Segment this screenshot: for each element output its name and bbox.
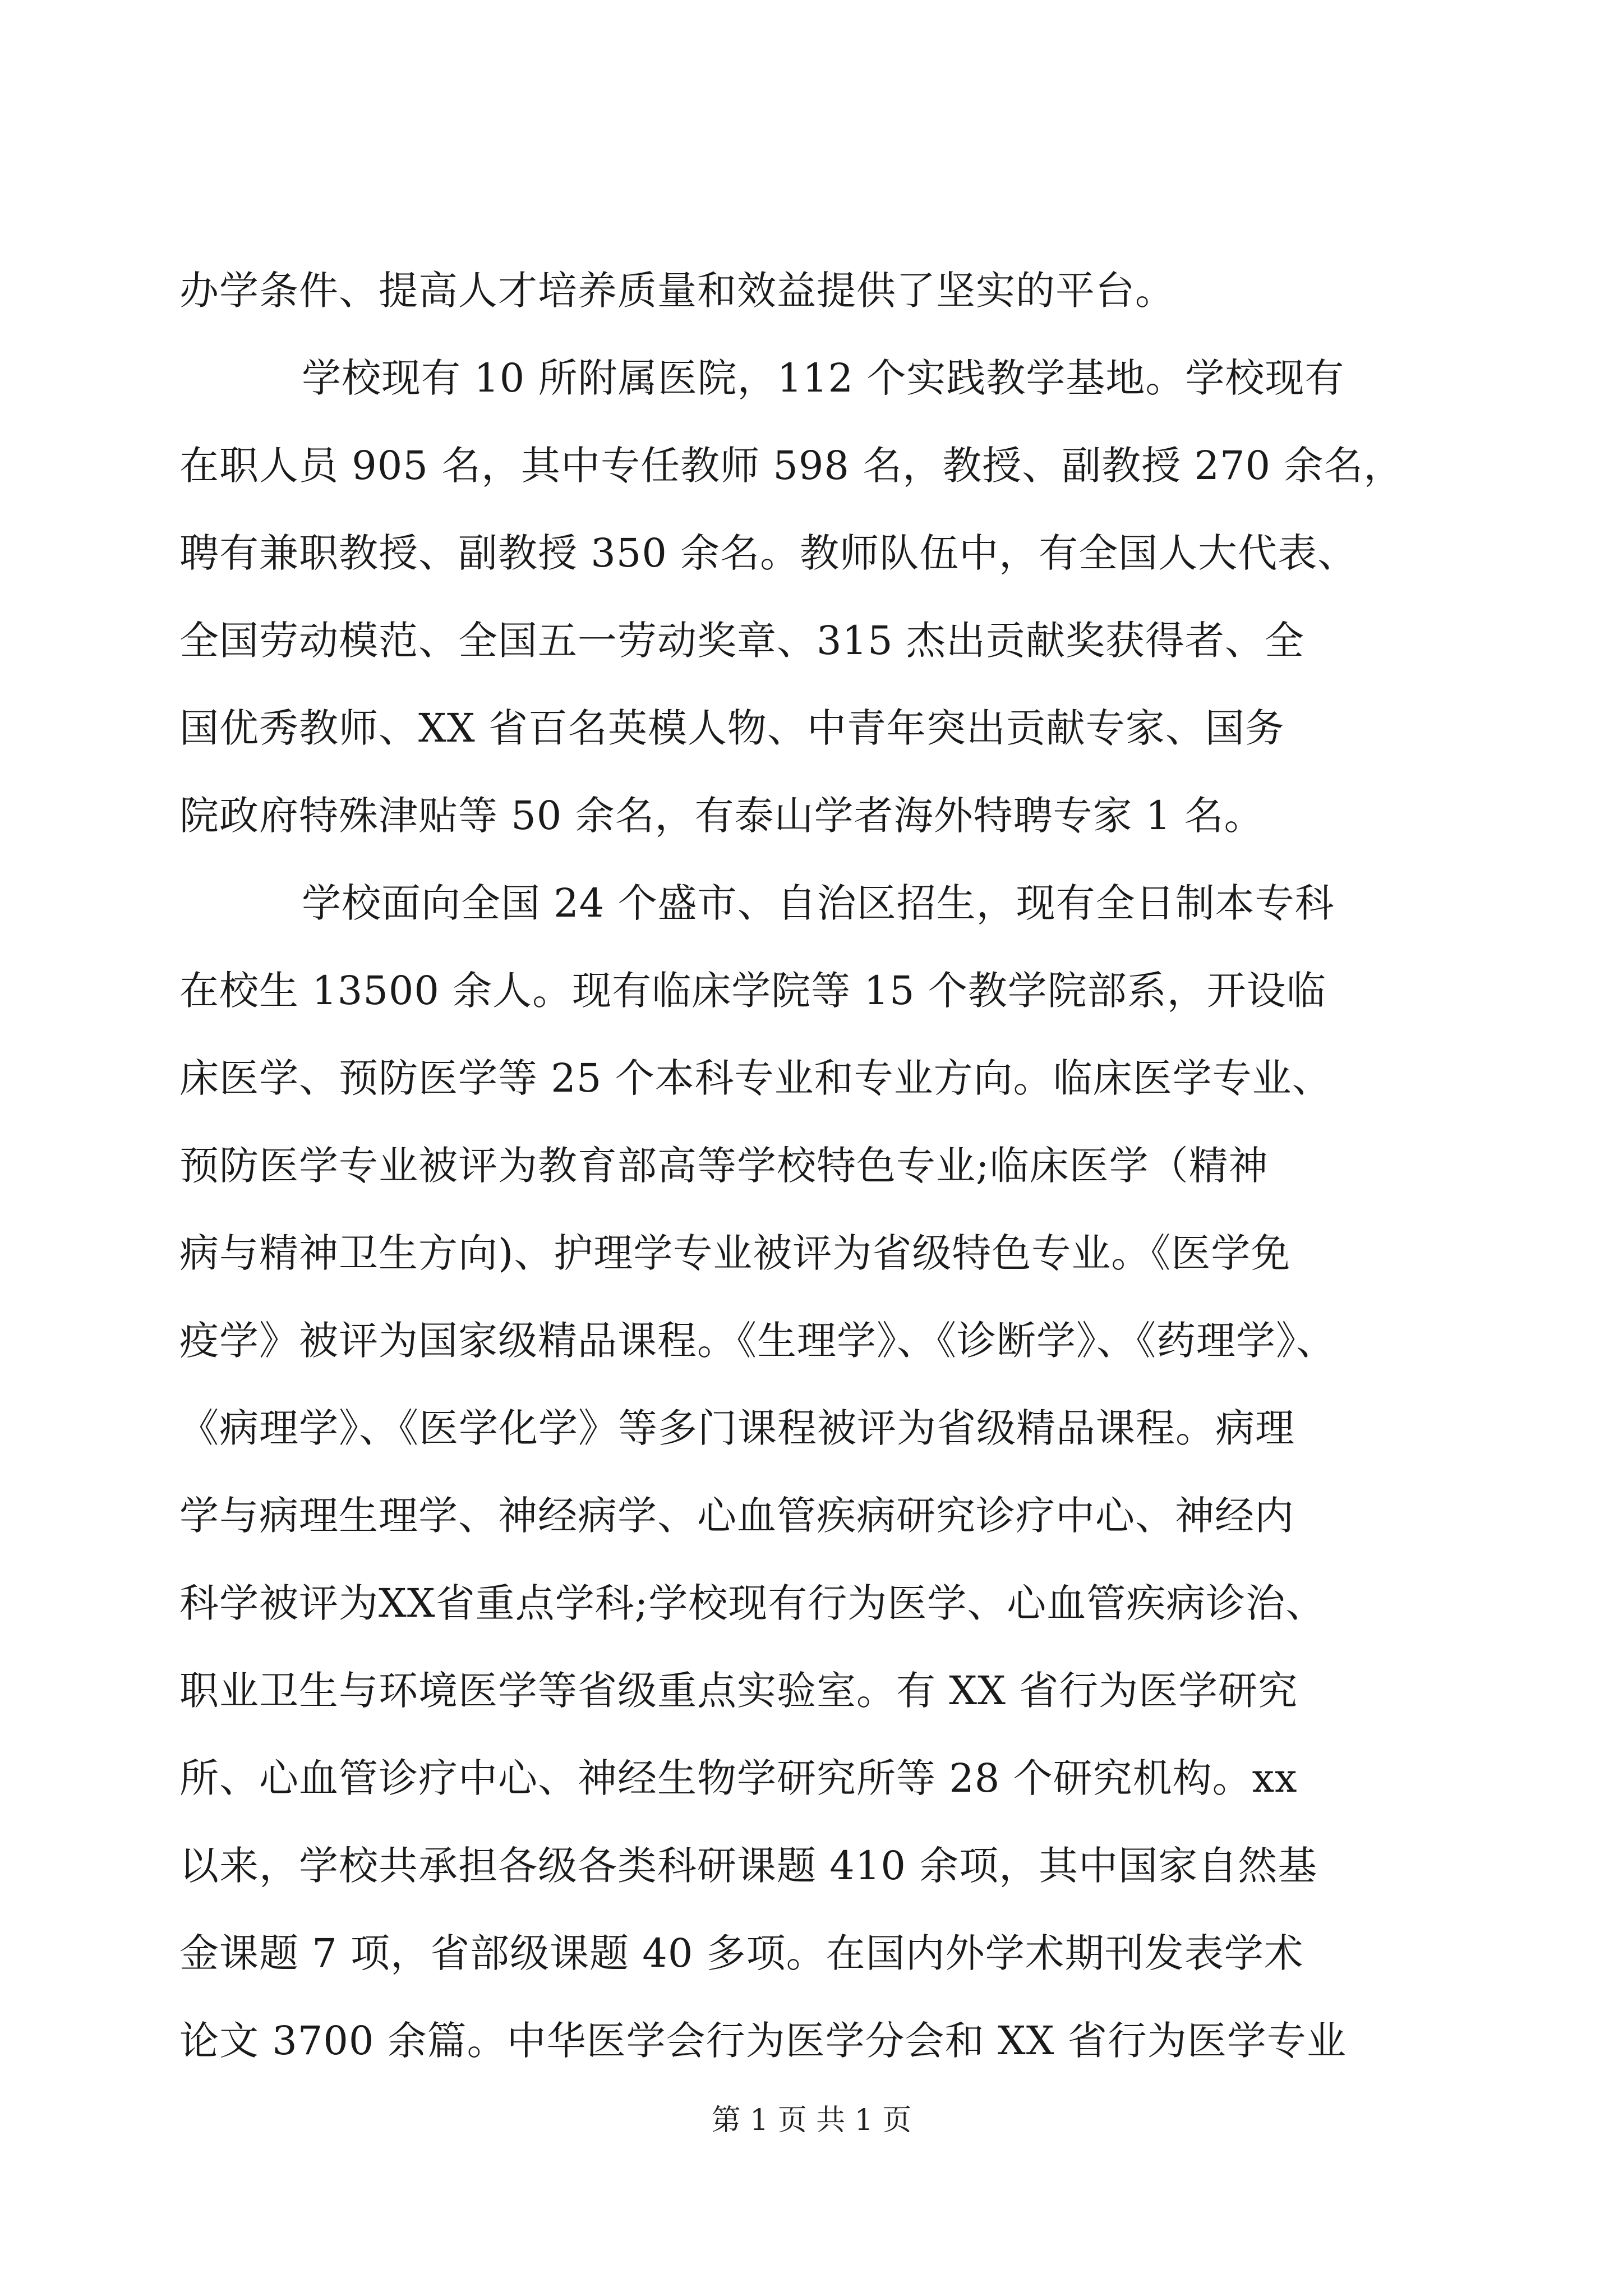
text-line: 在职人员 905 名，其中专任教师 598 名，教授、副教授 270 余名， (179, 443, 1404, 489)
text-line: 论文 3700 余篇。中华医学会行为医学分会和 XX 省行为医学专业 (179, 2018, 1347, 2064)
text-line: 国优秀教师、XX 省百名英模人物、中青年突出贡献专家、国务 (179, 705, 1285, 751)
page-footer: 第 1 页 共 1 页 (711, 2104, 912, 2137)
text-line: 预防医学专业被评为教育部高等学校特色专业;临床医学（精神 (179, 1143, 1269, 1189)
text-line: 以来，学校共承担各级各类科研课题 410 余项，其中国家自然基 (179, 1843, 1318, 1889)
text-line: 学与病理生理学、神经病学、心血管疾病研究诊疗中心、神经内 (179, 1493, 1294, 1539)
text-line: 学校现有 10 所附属医院，112 个实践教学基地。学校现有 (302, 355, 1345, 401)
text-line: 聘有兼职教授、副教授 350 余名。教师队伍中，有全国人大代表、 (179, 530, 1358, 576)
text-line: 疫学》被评为国家级精品课程。《生理学》、《诊断学》、《药理学》、 (179, 1318, 1336, 1364)
text-line: 床医学、预防医学等 25 个本科专业和专业方向。临床医学专业、 (179, 1055, 1332, 1101)
text-line: 院政府特殊津贴等 50 余名，有泰山学者海外特聘专家 1 名。 (179, 793, 1264, 839)
text-line: 职业卫生与环境医学等省级重点实验室。有 XX 省行为医学研究 (179, 1668, 1298, 1714)
text-line: 所、心血管诊疗中心、神经生物学研究所等 28 个研究机构。xx (179, 1755, 1298, 1801)
text-line: 金课题 7 项，省部级课题 40 多项。在国内外学术期刊发表学术 (179, 1930, 1304, 1976)
text-line: 病与精神卫生方向)、护理学专业被评为省级特色专业。《医学免 (179, 1230, 1291, 1276)
body-text (179, 247, 1458, 2085)
text-line: 在校生 13500 余人。现有临床学院等 15 个教学院部系，开设临 (179, 968, 1326, 1014)
text-line: 全国劳动模范、全国五一劳动奖章、315 杰出贡献奖获得者、全 (179, 618, 1304, 664)
text-line: 学校面向全国 24 个盛市、自治区招生，现有全日制本专科 (302, 880, 1335, 926)
text-line: 科学被评为XX省重点学科;学校现有行为医学、心血管疾病诊治、 (179, 1580, 1326, 1626)
text-line: 办学条件、提高人才培养质量和效益提供了坚实的平台。 (179, 268, 1175, 314)
text-line: 《病理学》、《医学化学》等多门课程被评为省级精品课程。病理 (179, 1405, 1295, 1451)
